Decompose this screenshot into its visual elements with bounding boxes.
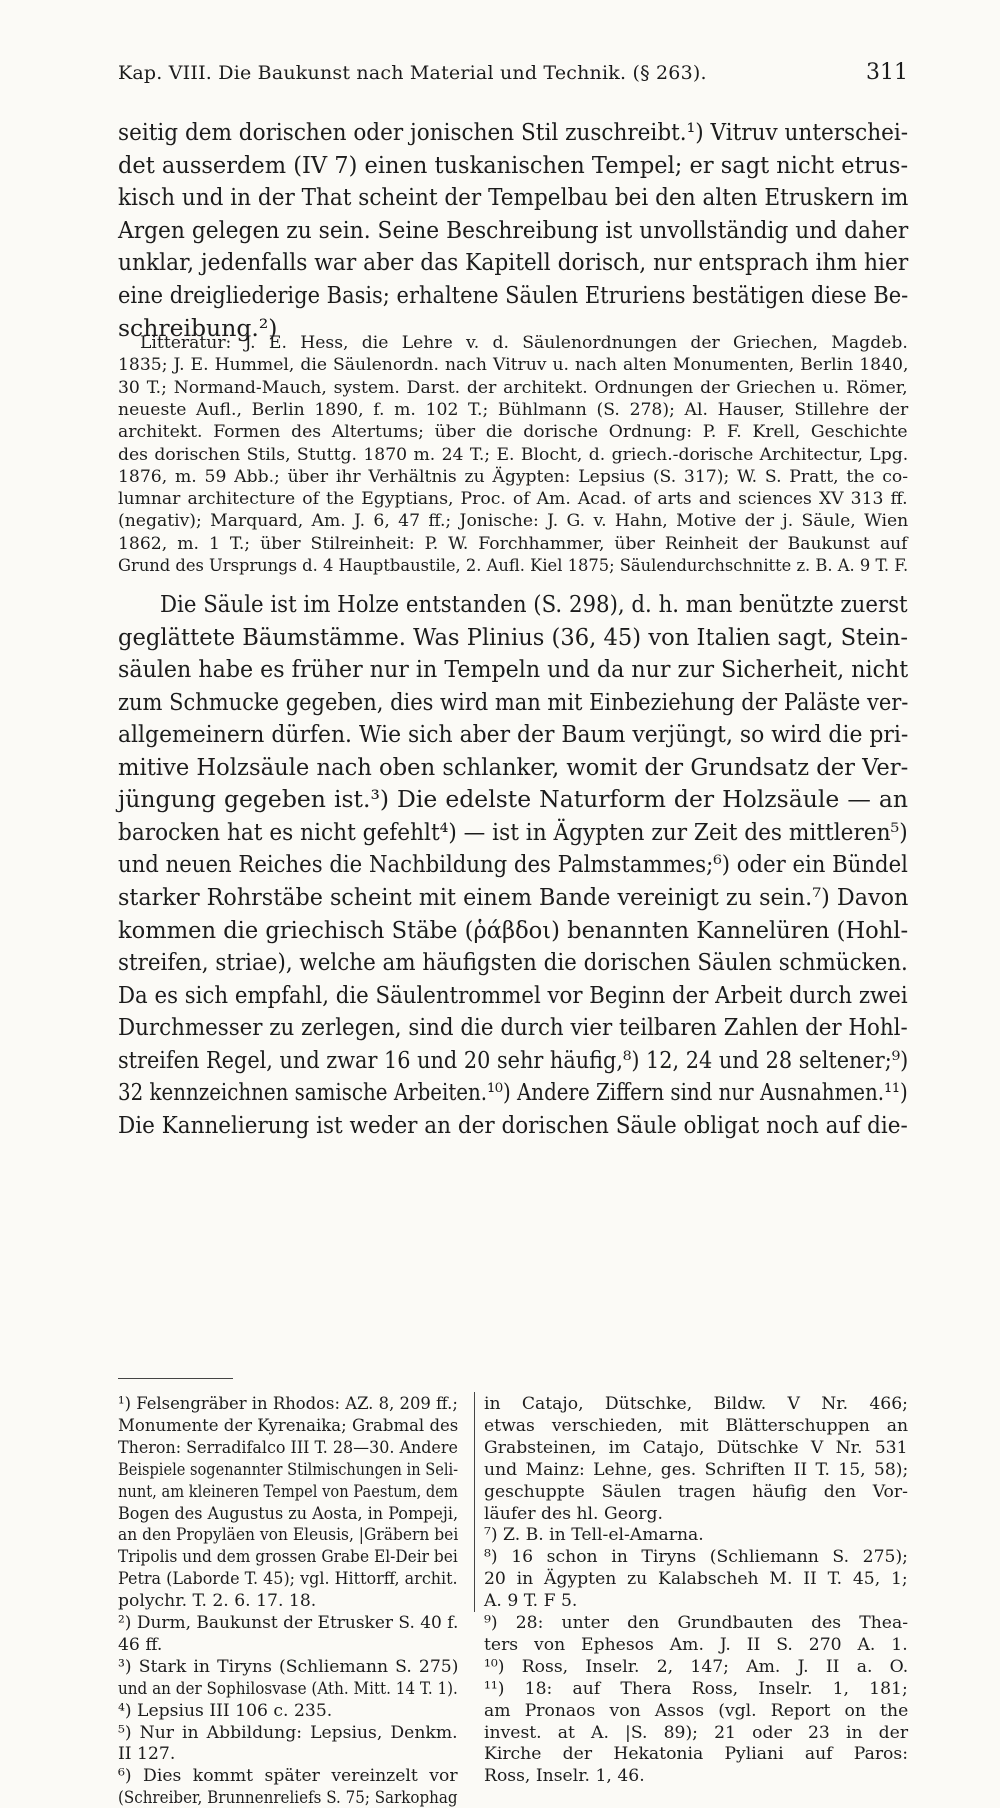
footnote-line: (Schreiber, Brunnenreliefs S. 75; Sarkophag	[118, 1788, 458, 1808]
page-number: 311	[866, 60, 908, 85]
footnote-line: Kirche der Hekatonia Pyliani auf Paros:	[484, 1744, 908, 1765]
footnote-line: Ross, Inselr. 1, 46.	[484, 1766, 645, 1787]
footnote-line: 46 ff.	[118, 1634, 163, 1655]
footnote-line: ⁹) 28: unter den Grundbauten des Thea-	[484, 1613, 909, 1633]
footnote-line: Theron: Serradifalco III T. 28—30. Andere	[118, 1437, 458, 1458]
footnote-line: am Pronaos von Assos (vgl. Report on the	[484, 1700, 909, 1721]
footnote-line: ⁴) Lepsius III 106 c. 235.	[118, 1700, 333, 1721]
body-line: Durchmesser zu zerlegen, sind die durch vier teilbaren Zahlen der Hohl-	[118, 1013, 908, 1042]
body-line: jüngung gegeben ist.³) Die edelste Naturform der Holzsäule — an	[118, 785, 909, 814]
literature-line: 1876, m. 59 Abb.; über ihr Verhältnis zu Ägypten: Lepsius (S. 317); W. S. Pratt, the co-	[118, 466, 909, 487]
footnote-line: Tripolis und dem grossen Grabe El-Deir bei	[118, 1547, 458, 1568]
footnote-line: A. 9 T. F 5.	[484, 1591, 578, 1612]
footnote-line: polychr. T. 2. 6. 17. 18.	[118, 1591, 317, 1612]
footnote-column-divider	[474, 1392, 475, 1612]
body-line: kisch und in der That scheint der Tempelbau bei den alten Etruskern im	[118, 183, 909, 212]
footnote-line: ⁷) Z. B. in Tell-el-Amarna.	[484, 1525, 704, 1546]
body-line: kommen die griechisch Stäbe (ῥάβδοι) benannten Kannelüren (Hohl-	[118, 915, 909, 944]
footnote-separator	[118, 1378, 233, 1379]
footnote-line: läufer des hl. Georg.	[484, 1503, 663, 1524]
literature-line: 1862, m. 1 T.; über Stilreinheit: P. W. Forchhammer, über Reinheit der Baukunst auf	[118, 533, 908, 554]
body-line: Die Kannelierung ist weder an der dorischen Säule obligat noch auf die-	[118, 1110, 908, 1139]
footnote-line: II 127.	[118, 1744, 176, 1765]
footnote-line: Grabsteinen, im Catajo, Dütschke V Nr. 531	[484, 1437, 908, 1458]
body-line: det ausserdem (IV 7) einen tuskanischen Tempel; er sagt nicht etrus-	[118, 150, 909, 179]
footnote-line: Monumente der Kyrenaika; Grabmal des	[118, 1415, 459, 1436]
page-header	[118, 60, 908, 85]
footnote-line: an den Propyläen von Eleusis, |Gräbern bei	[118, 1525, 459, 1546]
footnote-line: Beispiele sogenannter Stilmischungen in Seli-	[118, 1459, 459, 1480]
body-line: säulen habe es früher nur in Tempeln und da nur zur Sicherheit, nicht	[118, 655, 909, 684]
body-line: allgemeinern dürfen. Wie sich aber der Baum verjüngt, so wird die pri-	[118, 720, 909, 749]
footnote-line: Petra (Laborde T. 45); vgl. Hittorff, archit.	[118, 1569, 458, 1590]
footnote-line: nunt, am kleineren Tempel von Paestum, dem	[118, 1481, 458, 1502]
footnote-line: ¹) Felsengräber in Rhodos: AZ. 8, 209 ff.;	[118, 1394, 458, 1414]
body-line: geglättete Bäumstämme. Was Plinius (36, 45) von Italien sagt, Stein-	[118, 622, 908, 651]
body-line: starker Rohrstäbe scheint mit einem Bande vereinigt zu sein.⁷) Davon	[118, 882, 909, 911]
body-line: unklar, jedenfalls war aber das Kapitell dorisch, nur entsprach ihm hier	[118, 248, 909, 277]
body-line: und neuen Reiches die Nachbildung des Palmstammes;⁶) oder ein Bündel	[118, 850, 908, 879]
running-head: Kap. VIII. Die Baukunst nach Material und Technik. (§ 263).	[118, 62, 707, 84]
body-line: Die Säule ist im Holze entstanden (S. 298), d. h. man benützte zuerst	[160, 590, 908, 618]
literature-line: Litteratur: J. E. Hess, die Lehre v. d. Säulenordnungen der Griechen, Magdeb.	[140, 333, 908, 353]
footnote-line: ters von Ephesos Am. J. II S. 270 A. 1.	[484, 1634, 908, 1655]
body-line: 32 kennzeichnen samische Arbeiten.¹⁰) Andere Ziffern sind nur Ausnahmen.¹¹)	[118, 1078, 908, 1107]
footnote-line: und Mainz: Lehne, ges. Schriften II T. 15, 58);	[484, 1459, 909, 1480]
footnote-line: etwas verschieden, mit Blätterschuppen an	[484, 1415, 909, 1436]
footnote-line: geschuppte Säulen tragen häufig den Vor-	[484, 1481, 908, 1502]
footnote-line: in Catajo, Dütschke, Bildw. V Nr. 466;	[484, 1394, 908, 1414]
footnote-line: 20 in Ägypten zu Kalabscheh M. II T. 45, 1;	[484, 1569, 908, 1590]
literature-line: Grund des Ursprungs d. 4 Hauptbaustile, 2. Aufl. Kiel 1875; Säulendurchschnitte z. B. A. 9 T. F.	[118, 556, 909, 576]
footnote-line: ¹¹) 18: auf Thera Ross, Inselr. 1, 181;	[484, 1678, 908, 1699]
literature-line: neueste Aufl., Berlin 1890, f. m. 102 T.; Bühlmann (S. 278); Al. Hauser, Stillehre der	[118, 399, 909, 420]
body-line: Argen gelegen zu sein. Seine Beschreibung ist unvollständig und daher	[118, 215, 909, 244]
footnote-line: Bogen des Augustus zu Aosta, in Pompeji,	[118, 1503, 459, 1524]
footnote-line: ³) Stark in Tiryns (Schliemann S. 275)	[118, 1656, 459, 1677]
body-line: zum Schmucke gegeben, dies wird man mit Einbeziehung der Paläste ver-	[118, 687, 909, 716]
body-line: streifen Regel, und zwar 16 und 20 sehr häufig,⁸) 12, 24 und 28 seltener;⁹)	[118, 1045, 909, 1074]
body-line: streifen, striae), welche am häufigsten die dorischen Säulen schmücken.	[118, 948, 908, 977]
body-line: barocken hat es nicht gefehlt⁴) — ist in Ägypten zur Zeit des mittleren⁵)	[118, 817, 908, 846]
literature-line: des dorischen Stils, Stuttg. 1870 m. 24 T.; E. Blocht, d. griech.-dorische Architectur, Lpg.	[118, 444, 909, 465]
literature-line: lumnar architecture of the Egyptians, Proc. of Am. Acad. of arts and sciences XV 313 ff.	[118, 489, 908, 510]
footnote-line: und an der Sophilosvase (Ath. Mitt. 14 T. 1).	[118, 1678, 458, 1699]
literature-line: architekt. Formen des Altertums; über die dorische Ordnung: P. F. Krell, Geschichte	[118, 422, 908, 443]
footnote-line: ⁵) Nur in Abbildung: Lepsius, Denkm.	[118, 1722, 458, 1743]
body-line: Da es sich empfahl, die Säulentrommel vor Beginn der Arbeit durch zwei	[118, 980, 908, 1009]
literature-line: 30 T.; Normand-Mauch, system. Darst. der architekt. Ordnungen der Griechen u. Römer,	[118, 377, 908, 398]
literature-line: (negativ); Marquard, Am. J. 6, 47 ff.; Jonische: J. G. v. Hahn, Motive der j. Säule, Wien	[118, 511, 909, 532]
footnote-line: ⁶) Dies kommt später vereinzelt vor	[118, 1766, 458, 1787]
footnote-line: ⁸) 16 schon in Tiryns (Schliemann S. 275);	[484, 1547, 908, 1568]
footnote-line: invest. at A. |S. 89); 21 oder 23 in der	[484, 1722, 909, 1743]
body-line: seitig dem dorischen oder jonischen Stil zuschreibt.¹) Vitruv unterschei-	[118, 118, 909, 146]
body-line: mitive Holzsäule nach oben schlanker, womit der Grundsatz der Ver-	[118, 752, 909, 781]
footnote-line: ¹⁰) Ross, Inselr. 2, 147; Am. J. II a. O.	[484, 1656, 909, 1677]
literature-line: 1835; J. E. Hummel, die Säulenordn. nach Vitruv u. nach alten Monumenten, Berlin 1840,	[118, 355, 909, 376]
footnote-line: ²) Durm, Baukunst der Etrusker S. 40 f.	[118, 1613, 459, 1633]
body-line: schreibung.²)	[118, 313, 278, 342]
body-line: eine dreigliederige Basis; erhaltene Säulen Etruriens bestätigen diese Be-	[118, 281, 909, 309]
